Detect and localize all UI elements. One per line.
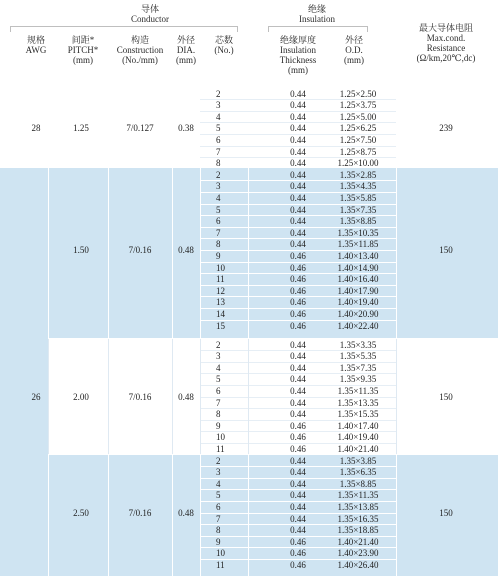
od-cell: 1.40×21.40 (337, 536, 379, 547)
od-cell: 1.35×4.35 (339, 181, 377, 192)
cores-cell: 3 (216, 181, 221, 192)
od-header-unit: (mm) (344, 55, 364, 65)
od-cell: 1.40×20.90 (337, 308, 379, 319)
dia-cell: 0.48 (178, 391, 194, 402)
od-cell: 1.35×8.85 (339, 216, 377, 227)
resistance-cell: 150 (439, 391, 453, 402)
od-cell: 1.40×14.90 (337, 262, 379, 273)
resistance-cell: 150 (439, 244, 453, 255)
pitch-header-cn: 间距* (71, 35, 95, 45)
awg-header-cn: 规格 (26, 35, 45, 45)
od-cell: 1.40×17.40 (337, 420, 379, 431)
thickness-cell: 0.46 (290, 548, 306, 559)
resistance-header-unit: (Ω/km,20℃,dc) (416, 53, 476, 63)
column-divider (108, 168, 109, 340)
cores-cell: 11 (216, 274, 225, 285)
thickness-cell: 0.44 (290, 100, 306, 111)
awg-cell: 28 (31, 123, 41, 134)
cores-cell: 3 (216, 467, 221, 478)
column-divider (396, 454, 397, 576)
cores-cell: 4 (216, 362, 221, 373)
column-divider (248, 87, 249, 170)
thickness-cell: 0.44 (290, 397, 306, 408)
od-cell: 1.35×9.35 (339, 374, 377, 385)
od-cell: 1.35×3.35 (339, 339, 377, 350)
cores-cell: 9 (216, 536, 221, 547)
cores-cell: 10 (216, 548, 225, 559)
cores-cell: 3 (216, 351, 221, 362)
od-header-en: O.D. (345, 45, 363, 55)
od-cell: 1.35×13.85 (337, 501, 379, 512)
cores-cell: 5 (216, 490, 221, 501)
thickness-cell: 0.44 (290, 111, 306, 122)
cores-cell: 8 (216, 409, 221, 420)
thickness-cell: 0.44 (290, 227, 306, 238)
od-cell: 1.25×3.75 (339, 100, 377, 111)
cores-cell: 9 (216, 250, 221, 261)
construction-header-en: Construction (116, 45, 164, 55)
cores-cell: 9 (216, 420, 221, 431)
od-cell: 1.25×2.50 (339, 88, 377, 99)
thickness-cell: 0.44 (290, 88, 306, 99)
thickness-cell: 0.46 (290, 443, 306, 454)
column-divider (396, 168, 397, 340)
insulation-rule (268, 26, 368, 27)
table-row (0, 321, 498, 333)
group-divider (48, 454, 498, 455)
resistance-cell: 150 (439, 507, 453, 518)
awg-cell: 26 (31, 391, 41, 402)
dia-cell: 0.48 (178, 507, 194, 518)
cores-cell: 2 (216, 339, 221, 350)
thickness-cell: 0.46 (290, 420, 306, 431)
cores-cell: 6 (216, 501, 221, 512)
cores-cell: 6 (216, 216, 221, 227)
cores-cell: 2 (216, 455, 221, 466)
thickness-cell: 0.46 (290, 432, 306, 443)
od-cell: 1.35×5.35 (339, 351, 377, 362)
cores-cell: 6 (216, 134, 221, 145)
cores-cell: 10 (216, 262, 225, 273)
column-divider (48, 87, 49, 170)
resistance-header-cn: 最大导体电阻 (418, 23, 473, 33)
cores-cell: 11 (216, 559, 225, 570)
dia-header-en: DIA. (176, 45, 196, 55)
thickness-cell: 0.44 (290, 216, 306, 227)
thickness-cell: 0.46 (290, 320, 306, 331)
conductor-rule-left-tick (10, 26, 11, 32)
thickness-cell: 0.44 (290, 239, 306, 250)
column-divider (48, 168, 49, 340)
od-cell: 1.40×21.40 (337, 443, 379, 454)
cores-cell: 7 (216, 397, 221, 408)
cores-cell: 7 (216, 227, 221, 238)
od-cell: 1.35×13.35 (337, 397, 379, 408)
cores-cell: 11 (216, 443, 225, 454)
cores-cell: 3 (216, 100, 221, 111)
od-cell: 1.25×8.75 (339, 146, 377, 157)
conductor-rule-right-tick (237, 26, 238, 32)
column-divider (248, 338, 249, 456)
od-cell: 1.25×7.50 (339, 134, 377, 145)
cores-header-cn: 芯数 (214, 35, 233, 45)
cores-cell: 8 (216, 239, 221, 250)
od-cell: 1.35×11.35 (337, 385, 379, 396)
cores-cell: 2 (216, 88, 221, 99)
thickness-cell: 0.44 (290, 192, 306, 203)
insulation-title-cn: 绝缘 (307, 4, 326, 14)
od-cell: 1.35×2.85 (339, 169, 377, 180)
cores-cell: 4 (216, 192, 221, 203)
conductor-title-en: Conductor (131, 14, 169, 24)
od-cell: 1.35×5.85 (339, 192, 377, 203)
thickness-cell: 0.44 (290, 525, 306, 536)
cores-cell: 4 (216, 478, 221, 489)
od-cell: 1.25×6.25 (339, 123, 377, 134)
column-divider (396, 87, 397, 170)
conductor-rule (10, 26, 238, 27)
thickness-cell: 0.46 (290, 262, 306, 273)
table-header (0, 0, 498, 82)
cores-cell: 5 (216, 374, 221, 385)
od-header-cn: 外径 (344, 35, 363, 45)
construction-header-cn: 构造 (130, 35, 149, 45)
column-divider (200, 454, 201, 576)
thickness-cell: 0.44 (290, 146, 306, 157)
insulation-title-en: Insulation (299, 14, 335, 24)
construction-cell: 7/0.16 (128, 507, 152, 518)
od-cell: 1.40×16.40 (337, 274, 379, 285)
od-cell: 1.40×22.40 (337, 320, 379, 331)
od-cell: 1.40×17.90 (337, 285, 379, 296)
dia-cell: 0.38 (178, 123, 194, 134)
pitch-cell: 1.25 (73, 123, 89, 134)
od-cell: 1.40×23.90 (337, 548, 379, 559)
cores-cell: 5 (216, 123, 221, 134)
thickness-cell: 0.44 (290, 467, 306, 478)
dia-header-cn: 外径 (176, 35, 195, 45)
cores-cell: 13 (216, 297, 225, 308)
column-divider (108, 87, 109, 170)
od-cell: 1.40×13.40 (337, 250, 379, 261)
od-cell: 1.35×11.85 (337, 239, 379, 250)
pitch-cell: 1.50 (73, 244, 89, 255)
column-divider (200, 168, 201, 340)
od-cell: 1.35×3.85 (339, 455, 377, 466)
group-divider (48, 338, 498, 339)
thickness-cell: 0.44 (290, 409, 306, 420)
pitch-cell: 2.00 (73, 391, 89, 402)
cores-cell: 10 (216, 432, 225, 443)
cores-cell: 15 (216, 320, 225, 331)
thickness-cell: 0.46 (290, 308, 306, 319)
od-cell: 1.35×16.35 (337, 513, 379, 524)
cores-cell: 5 (216, 204, 221, 215)
thickness-cell: 0.44 (290, 455, 306, 466)
od-cell: 1.35×6.35 (339, 467, 377, 478)
cores-cell: 14 (216, 308, 225, 319)
column-divider (48, 454, 49, 576)
od-cell: 1.35×7.35 (339, 362, 377, 373)
od-cell: 1.35×15.35 (337, 409, 379, 420)
column-divider (172, 338, 173, 456)
thickness-cell: 0.46 (290, 285, 306, 296)
construction-cell: 7/0.16 (128, 391, 152, 402)
od-cell: 1.25×10.00 (337, 158, 379, 169)
column-divider (200, 87, 201, 170)
column-divider (172, 168, 173, 340)
dia-cell: 0.48 (178, 244, 194, 255)
column-divider (172, 454, 173, 576)
column-divider (396, 338, 397, 456)
cores-cell: 2 (216, 169, 221, 180)
column-divider (248, 168, 249, 340)
column-divider (248, 454, 249, 576)
awg-header-en: AWG (25, 45, 47, 55)
thickness-cell: 0.44 (290, 158, 306, 169)
thickness-cell: 0.46 (290, 297, 306, 308)
construction-cell: 7/0.16 (128, 244, 152, 255)
thickness-cell: 0.44 (290, 501, 306, 512)
thickness-header-en1: Insulation (280, 45, 316, 55)
construction-header-unit: (No./mm) (122, 55, 158, 65)
thickness-cell: 0.46 (290, 274, 306, 285)
thickness-cell: 0.46 (290, 536, 306, 547)
od-cell: 1.35×18.85 (337, 525, 379, 536)
od-cell: 1.25×5.00 (339, 111, 377, 122)
od-cell: 1.35×7.35 (339, 204, 377, 215)
column-divider (108, 338, 109, 456)
table-row (0, 560, 498, 572)
pitch-cell: 2.50 (73, 507, 89, 518)
thickness-cell: 0.44 (290, 385, 306, 396)
column-divider (108, 454, 109, 576)
insulation-rule-right-tick (367, 26, 368, 32)
thickness-header-cn: 绝缘厚度 (279, 35, 316, 45)
cores-cell: 7 (216, 146, 221, 157)
thickness-cell: 0.44 (290, 169, 306, 180)
resistance-header-en2: Resistance (426, 43, 466, 53)
dia-header-unit: (mm) (176, 55, 196, 65)
od-cell: 1.40×26.40 (337, 559, 379, 570)
cores-cell: 8 (216, 158, 221, 169)
thickness-cell: 0.44 (290, 339, 306, 350)
thickness-cell: 0.44 (290, 362, 306, 373)
thickness-cell: 0.44 (290, 204, 306, 215)
column-divider (172, 87, 173, 170)
thickness-cell: 0.46 (290, 250, 306, 261)
cores-cell: 12 (216, 285, 225, 296)
thickness-cell: 0.44 (290, 513, 306, 524)
thickness-cell: 0.44 (290, 374, 306, 385)
thickness-cell: 0.46 (290, 559, 306, 570)
thickness-cell: 0.44 (290, 490, 306, 501)
thickness-header-en2: Thickness (279, 55, 317, 65)
od-cell: 1.35×11.35 (337, 490, 379, 501)
thickness-cell: 0.44 (290, 478, 306, 489)
thickness-cell: 0.44 (290, 123, 306, 134)
cores-cell: 6 (216, 385, 221, 396)
conductor-title-cn: 导体 (140, 4, 159, 14)
pitch-header-en: PITCH* (67, 45, 99, 55)
od-cell: 1.35×10.35 (337, 227, 379, 238)
column-divider (200, 338, 201, 456)
thickness-cell: 0.44 (290, 134, 306, 145)
cores-header-en: (No.) (214, 45, 234, 55)
od-cell: 1.40×19.40 (337, 297, 379, 308)
resistance-cell: 239 (439, 123, 453, 134)
od-cell: 1.35×8.85 (339, 478, 377, 489)
thickness-cell: 0.44 (290, 351, 306, 362)
od-cell: 1.40×19.40 (337, 432, 379, 443)
construction-cell: 7/0.127 (126, 123, 154, 134)
pitch-header-unit: (mm) (73, 55, 93, 65)
thickness-header-unit: (mm) (288, 65, 308, 75)
resistance-header-en1: Max.cond. (426, 33, 466, 43)
thickness-cell: 0.44 (290, 181, 306, 192)
cores-cell: 8 (216, 525, 221, 536)
cores-cell: 4 (216, 111, 221, 122)
insulation-rule-left-tick (268, 26, 269, 32)
cores-cell: 7 (216, 513, 221, 524)
